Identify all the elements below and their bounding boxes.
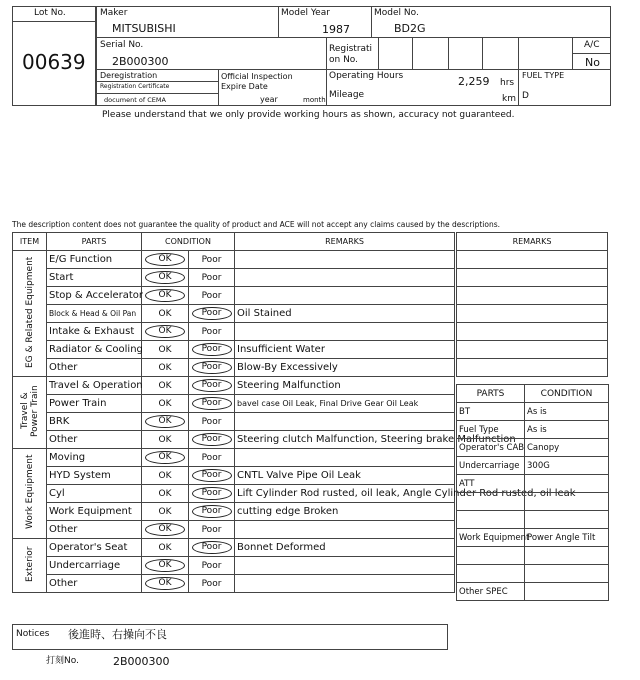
header-divider (326, 69, 327, 106)
condition-ok-selected: OK (145, 325, 185, 338)
condition-poor-cell[interactable] (189, 485, 235, 503)
condition-ok-cell[interactable] (142, 521, 189, 539)
condition-ok-cell[interactable] (142, 575, 189, 593)
part-name: Other (47, 359, 142, 377)
header-divider (378, 37, 379, 69)
header-divider (412, 37, 413, 69)
side-remarks-cell (457, 287, 608, 305)
part-name: Start (47, 269, 142, 287)
remark: cutting edge Broken (235, 503, 455, 521)
table-row (13, 323, 455, 341)
condition-ok-selected: OK (145, 271, 185, 284)
hours-note: Please understand that we only provide working hours as shown, accuracy not guaranteed. (102, 110, 515, 120)
condition-poor-cell[interactable] (189, 341, 235, 359)
spec-condition (525, 511, 609, 529)
condition-poor: Poor (201, 291, 222, 301)
condition-poor-selected: Poor (192, 379, 232, 392)
condition-poor-selected: Poor (192, 487, 232, 500)
header-divider (218, 69, 219, 106)
remark (235, 251, 455, 269)
table-header-row (13, 233, 455, 251)
spec-part: Undercarriage (457, 457, 525, 475)
remark: Steering clutch Malfunction, Steering brake Malfunction (235, 431, 455, 449)
part-name: Moving (47, 449, 142, 467)
table-row (13, 377, 455, 395)
stamp-label: 打刻No. (46, 656, 79, 666)
spec-part: Other SPEC (457, 583, 525, 601)
col-item: ITEM (13, 233, 47, 251)
spec-row (457, 529, 609, 547)
condition-ok-cell[interactable] (142, 467, 189, 485)
condition-poor-cell[interactable] (189, 323, 235, 341)
part-name: Work Equipment (47, 503, 142, 521)
item-group-label: Work Equipment (24, 454, 35, 530)
remark: Lift Cylinder Rod rusted, oil leak, Angle Cylinder Rod rusted, oil leak (235, 485, 455, 503)
condition-poor-selected: Poor (192, 343, 232, 356)
table-row (13, 359, 455, 377)
spec-condition (525, 547, 609, 565)
item-group-cell (13, 449, 47, 539)
spec-condition: 300G (525, 457, 609, 475)
header-divider (96, 93, 218, 94)
remark (235, 413, 455, 431)
condition-ok-selected: OK (145, 523, 185, 536)
condition-ok: OK (158, 543, 172, 553)
table-row (13, 413, 455, 431)
condition-poor-cell[interactable] (189, 557, 235, 575)
condition-poor: Poor (201, 417, 222, 427)
side-remarks-title: REMARKS (457, 233, 608, 251)
reg-cert-label: Registration Certificate (100, 83, 170, 90)
condition-poor: Poor (201, 453, 222, 463)
header-divider (448, 37, 449, 69)
table-row (13, 287, 455, 305)
spec-col-parts: PARTS (457, 385, 525, 403)
condition-poor-cell[interactable] (189, 305, 235, 323)
cema-label: document of CEMA (104, 96, 166, 104)
condition-poor-cell[interactable] (189, 431, 235, 449)
item-group-label: EG & Related Equipment (24, 256, 35, 368)
condition-poor-cell[interactable] (189, 287, 235, 305)
header-divider (96, 37, 611, 38)
condition-ok: OK (158, 309, 172, 319)
condition-poor-selected: Poor (192, 505, 232, 518)
remark: CNTL Valve Pipe Oil Leak (235, 467, 455, 485)
condition-ok: OK (158, 345, 172, 355)
operating-hours-value: 2,259 (458, 75, 490, 88)
condition-ok-cell[interactable] (142, 557, 189, 575)
operating-hours-label: Operating Hours (329, 71, 404, 81)
side-remarks-cell (457, 341, 608, 359)
model-no-value: BD2G (394, 22, 426, 35)
part-name: BRK (47, 413, 142, 431)
remark: Blow-By Excessively (235, 359, 455, 377)
part-name: Cyl (47, 485, 142, 503)
remark (235, 557, 455, 575)
table-row (13, 251, 455, 269)
year-label: year (260, 95, 278, 104)
spec-part: Fuel Type (457, 421, 525, 439)
condition-ok-selected: OK (145, 559, 185, 572)
part-name: Block & Head & Oil Pan (47, 305, 142, 323)
condition-poor-cell[interactable] (189, 395, 235, 413)
table-row (13, 449, 455, 467)
spec-condition (525, 493, 609, 511)
header-divider (572, 53, 611, 54)
spec-col-condition: CONDITION (525, 385, 609, 403)
maker-value: MITSUBISHI (112, 22, 176, 35)
condition-ok-cell[interactable] (142, 431, 189, 449)
inspection-label: Official Inspection Expire Date (221, 72, 293, 91)
condition-poor-cell[interactable] (189, 413, 235, 431)
notices-text: 後進時、右操向不良 (68, 628, 167, 641)
col-remarks: REMARKS (235, 233, 455, 251)
condition-ok: OK (158, 489, 172, 499)
spec-row (457, 565, 609, 583)
condition-ok-cell[interactable] (142, 503, 189, 521)
condition-poor-cell[interactable] (189, 251, 235, 269)
condition-poor-selected: Poor (192, 469, 232, 482)
spec-part (457, 547, 525, 565)
spec-row (457, 493, 609, 511)
side-remarks-cell (457, 269, 608, 287)
header-divider (371, 6, 372, 37)
col-parts: PARTS (47, 233, 142, 251)
header-divider (96, 69, 611, 70)
spec-row (457, 547, 609, 565)
spec-part (457, 565, 525, 583)
condition-poor: Poor (201, 255, 222, 265)
remark: bavel case Oil Leak, Final Drive Gear Oil Leak (235, 395, 455, 413)
spec-row (457, 475, 609, 493)
remark: Oil Stained (235, 305, 455, 323)
remark (235, 323, 455, 341)
condition-poor-selected: Poor (192, 433, 232, 446)
item-group-label: Exterior (24, 546, 35, 582)
part-name: Other (47, 575, 142, 593)
item-group-cell (13, 377, 47, 449)
stamp-value: 2B000300 (113, 655, 170, 668)
condition-poor: Poor (201, 525, 222, 535)
side-remarks-cell (457, 251, 608, 269)
side-remarks-table (456, 232, 608, 377)
header-divider (326, 37, 327, 69)
maker-label: Maker (100, 8, 128, 18)
remark: Bonnet Deformed (235, 539, 455, 557)
notices-label: Notices (16, 629, 50, 639)
part-name: Radiator & Cooling (47, 341, 142, 359)
condition-ok-selected: OK (145, 253, 185, 266)
condition-ok-cell[interactable] (142, 449, 189, 467)
lot-number: 00639 (22, 50, 86, 74)
deregistration-label: Deregistration (100, 71, 158, 80)
part-name: Other (47, 431, 142, 449)
lot-label: Lot No. (34, 8, 66, 18)
table-row (13, 341, 455, 359)
spec-row (457, 439, 609, 457)
condition-poor-selected: Poor (192, 541, 232, 554)
remark (235, 575, 455, 593)
table-row (13, 467, 455, 485)
spec-part: Operator's CAB (457, 439, 525, 457)
condition-poor-cell[interactable] (189, 269, 235, 287)
fuel-type-label: FUEL TYPE (522, 71, 565, 80)
condition-ok: OK (158, 399, 172, 409)
condition-ok: OK (158, 363, 172, 373)
condition-poor-cell[interactable] (189, 521, 235, 539)
col-condition: CONDITION (142, 233, 235, 251)
condition-ok-cell[interactable] (142, 377, 189, 395)
condition-ok-cell[interactable] (142, 395, 189, 413)
table-row (13, 557, 455, 575)
condition-ok-selected: OK (145, 289, 185, 302)
condition-poor: Poor (201, 327, 222, 337)
spec-row (457, 511, 609, 529)
registration-label: Registrati on No. (329, 44, 373, 65)
condition-poor: Poor (201, 561, 222, 571)
table-row (13, 521, 455, 539)
condition-poor-selected: Poor (192, 361, 232, 374)
condition-ok: OK (158, 435, 172, 445)
header-divider (278, 6, 279, 37)
spec-condition: As is (525, 421, 609, 439)
part-name: HYD System (47, 467, 142, 485)
condition-poor-selected: Poor (192, 307, 232, 320)
remark (235, 449, 455, 467)
condition-ok-cell[interactable] (142, 269, 189, 287)
condition-ok-cell[interactable] (142, 413, 189, 431)
spec-condition: As is (525, 403, 609, 421)
spec-part (457, 493, 525, 511)
item-group-label: Travel & Power Train (19, 385, 40, 437)
condition-poor-cell[interactable] (189, 359, 235, 377)
spec-part: ATT (457, 475, 525, 493)
condition-ok-cell[interactable] (142, 251, 189, 269)
spec-condition (525, 583, 609, 601)
remark (235, 287, 455, 305)
header-divider (518, 69, 519, 106)
side-remarks-cell (457, 359, 608, 377)
condition-ok-cell[interactable] (142, 305, 189, 323)
condition-ok-cell[interactable] (142, 485, 189, 503)
condition-ok-cell[interactable] (142, 287, 189, 305)
part-name: Other (47, 521, 142, 539)
spec-table (456, 384, 609, 601)
mileage-label: Mileage (329, 90, 365, 100)
part-name: Undercarriage (47, 557, 142, 575)
spec-row (457, 403, 609, 421)
spec-part: Work Equipment (457, 529, 525, 547)
condition-ok-selected: OK (145, 415, 185, 428)
spec-part (457, 511, 525, 529)
remark (235, 269, 455, 287)
condition-ok-selected: OK (145, 577, 185, 590)
ac-label: A/C (584, 40, 600, 50)
remark (235, 521, 455, 539)
hrs-unit: hrs (500, 78, 515, 88)
spec-condition: Canopy (525, 439, 609, 457)
model-year-value: 1987 (322, 23, 350, 36)
spec-row (457, 583, 609, 601)
table-row (13, 485, 455, 503)
part-name: Travel & Operation (47, 377, 142, 395)
spec-row (457, 421, 609, 439)
condition-poor-cell[interactable] (189, 539, 235, 557)
table-row (13, 503, 455, 521)
condition-poor-cell[interactable] (189, 377, 235, 395)
header-divider (518, 37, 519, 69)
part-name: E/G Function (47, 251, 142, 269)
spec-row (457, 457, 609, 475)
condition-poor-cell[interactable] (189, 503, 235, 521)
disclaimer: The description content does not guarantee the quality of product and ACE will not accept any claims caused by the descriptions. (12, 220, 501, 229)
remark: Steering Malfunction (235, 377, 455, 395)
condition-ok-cell[interactable] (142, 539, 189, 557)
condition-poor: Poor (201, 273, 222, 283)
condition-poor-cell[interactable] (189, 575, 235, 593)
condition-ok-cell[interactable] (142, 341, 189, 359)
model-no-label: Model No. (374, 8, 419, 18)
part-name: Power Train (47, 395, 142, 413)
header-divider (482, 37, 483, 69)
condition-ok: OK (158, 381, 172, 391)
table-row (13, 539, 455, 557)
spec-condition: Power Angle Tilt (525, 529, 609, 547)
condition-ok-cell[interactable] (142, 359, 189, 377)
spec-condition (525, 565, 609, 583)
table-row (13, 269, 455, 287)
table-row (13, 575, 455, 593)
side-remarks-cell (457, 305, 608, 323)
condition-ok: OK (158, 507, 172, 517)
condition-ok-selected: OK (145, 451, 185, 464)
spec-part: BT (457, 403, 525, 421)
item-group-cell (13, 251, 47, 377)
condition-ok-cell[interactable] (142, 323, 189, 341)
part-name: Operator's Seat (47, 539, 142, 557)
km-unit: km (502, 94, 516, 104)
header-divider (96, 81, 218, 82)
serial-value: 2B000300 (112, 55, 169, 68)
table-row (13, 305, 455, 323)
table-row (13, 395, 455, 413)
part-name: Stop & Accelerator (47, 287, 142, 305)
item-group-cell (13, 539, 47, 593)
side-remarks-cell (457, 323, 608, 341)
part-name: Intake & Exhaust (47, 323, 142, 341)
condition-poor-cell[interactable] (189, 467, 235, 485)
condition-poor-cell[interactable] (189, 449, 235, 467)
spec-condition (525, 475, 609, 493)
serial-label: Serial No. (100, 40, 144, 50)
month-label: month (303, 96, 326, 104)
ac-value: No (585, 56, 600, 69)
model-year-label: Model Year (281, 8, 330, 18)
table-row (13, 431, 455, 449)
condition-ok: OK (158, 471, 172, 481)
fuel-type-value: D (522, 91, 529, 101)
remark: Insufficient Water (235, 341, 455, 359)
condition-poor: Poor (201, 579, 222, 589)
condition-poor-selected: Poor (192, 397, 232, 410)
